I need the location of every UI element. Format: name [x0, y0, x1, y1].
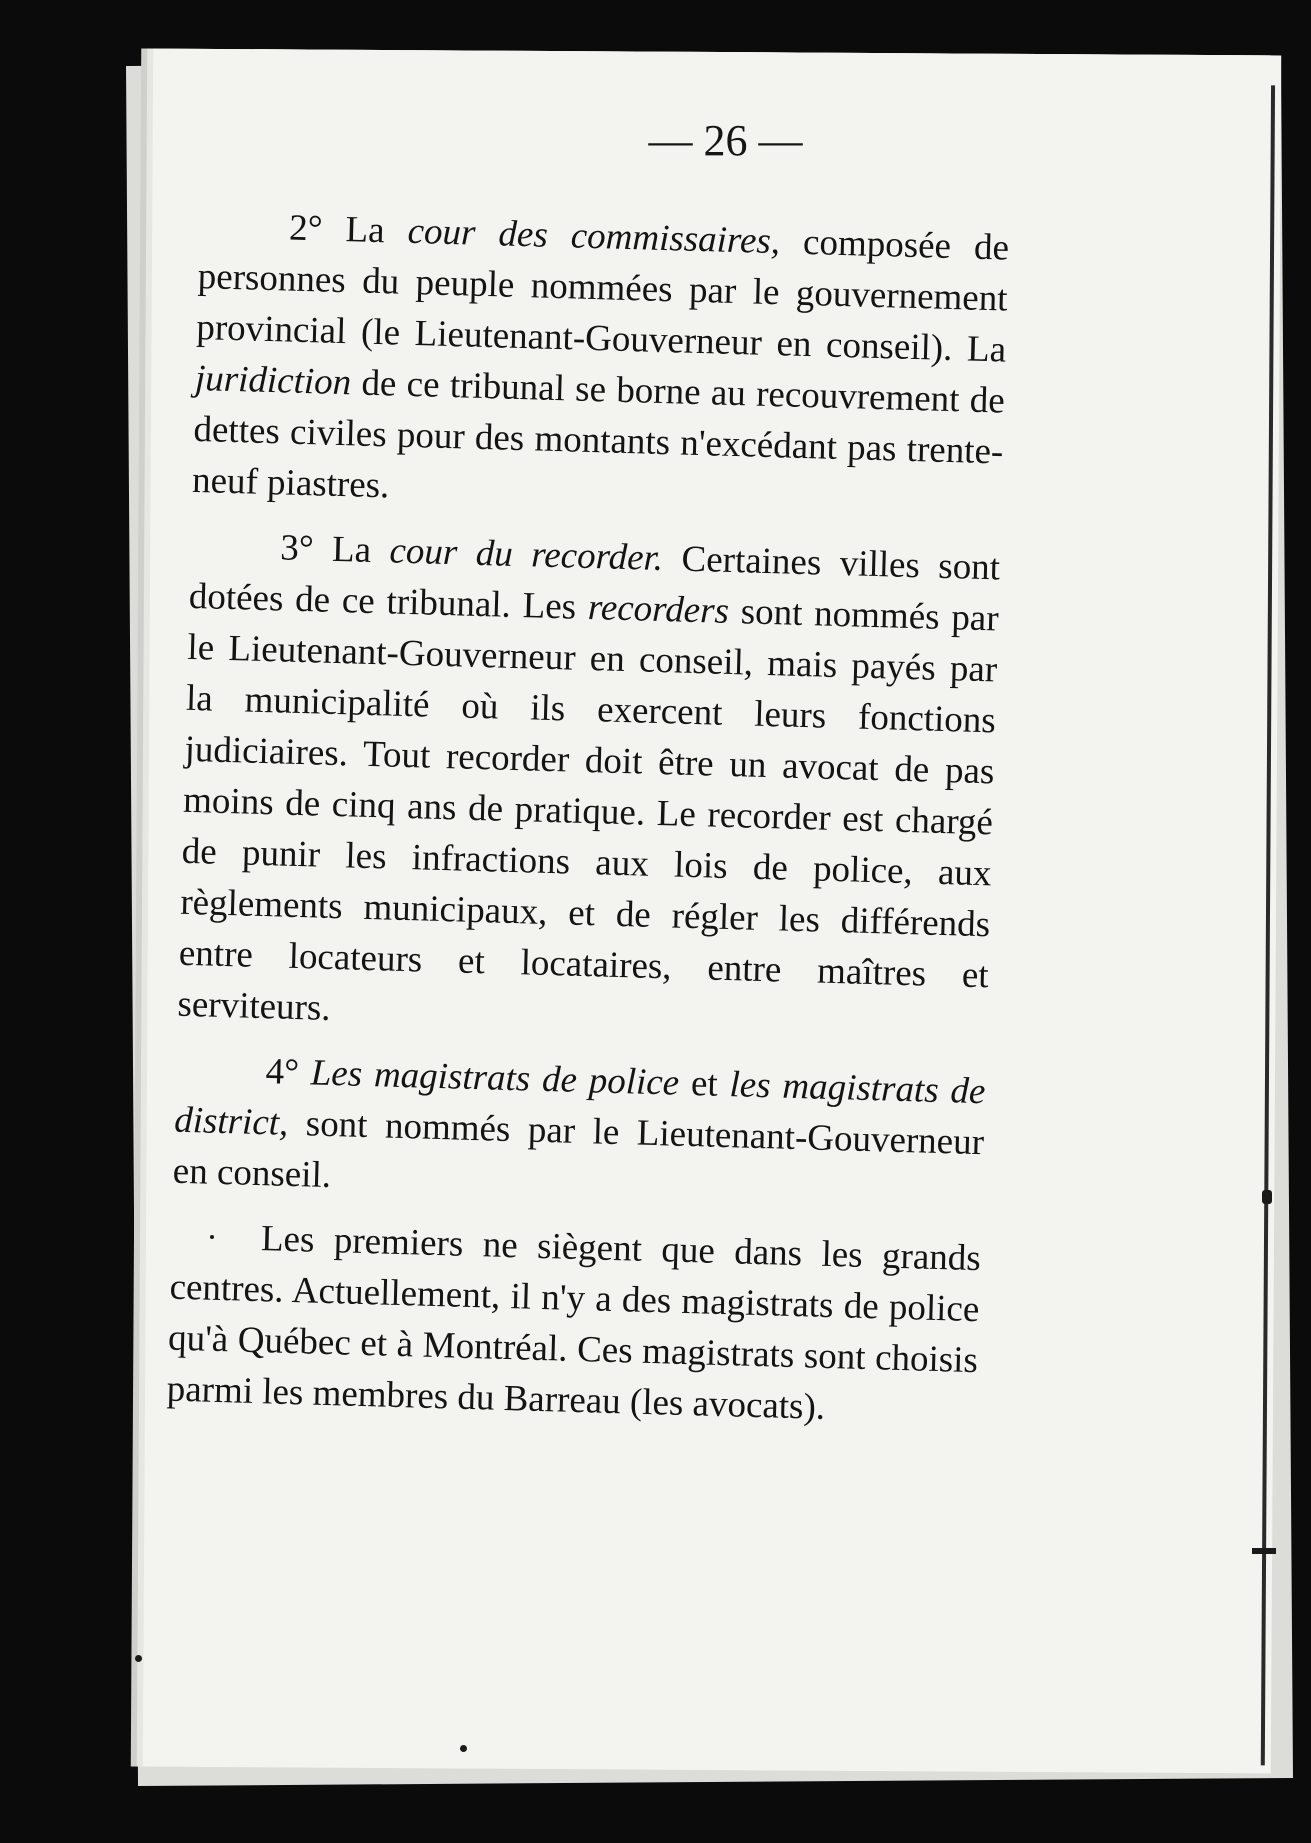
paragraph-body: sont nommés par le Lieutenant-Gouverneur en conseil. — [172, 1102, 985, 1197]
italic-term: cour du recorder. — [388, 530, 664, 580]
italic-term: juridiction — [194, 357, 352, 404]
scan-speck — [460, 1745, 467, 1752]
italic-term: recorders — [587, 586, 730, 632]
italic-term: Les magistrats de police — [310, 1052, 680, 1104]
paragraph-body: Les premiers ne siègent que dans les grands centres. Actuellement, il n'y a des magistrats de police qu'à Québec et à Montréal. Ces magistrats sont choisis parmi les membres du Barreau (les avocats). — [166, 1218, 982, 1428]
paragraph-lead: 3° La — [279, 527, 391, 572]
paragraph-lead: 2° La — [288, 207, 409, 252]
paragraph-cour-du-recorder — [177, 520, 1001, 1052]
binding-clip-mark — [1252, 1548, 1276, 1554]
paragraph-body: Certaines villes sont dotées de ce tribunal. Les — [188, 538, 1001, 628]
italic-term: les magistrats de district, — [173, 1064, 986, 1144]
scan-speck — [135, 1655, 142, 1662]
italic-term: cour des commissaires, — [407, 210, 781, 263]
binding-clip-mark — [1262, 1190, 1272, 1204]
scan-speck — [210, 1235, 214, 1239]
paragraph-body: composée de personnes du peuple nommées par le gouvernement provincial (le Lieutenant-Gouverneur en conseil). La — [195, 221, 1010, 371]
body-text — [166, 200, 1010, 1451]
paragraph-cour-des-commissaires — [191, 200, 1009, 528]
page-number: — 26 — — [648, 116, 803, 165]
paragraph-body: et — [678, 1062, 731, 1106]
paragraph-body: de ce tribunal se borne au recouvrement de dettes civiles pour des montants n'excédant pas trente-neuf piastres. — [191, 362, 1006, 507]
paragraph-magistrats — [172, 1044, 986, 1220]
paragraph-lead: 4° — [265, 1051, 312, 1094]
paragraph-premiers — [166, 1211, 981, 1438]
paragraph-body: sont nommés par le Lieutenant-Gouverneur en conseil, mais payés par la municipalité où ils exercent leurs fonctions judiciaires. Tout recorder doit être un avocat de pas moins de cinq ans de pratique. Le recorder est chargé de punir les infractions aux lois de police, aux règlements municipaux, et de régler les différends entre locateurs et locataires, entre maîtres et serviteurs. — [176, 590, 1000, 1029]
